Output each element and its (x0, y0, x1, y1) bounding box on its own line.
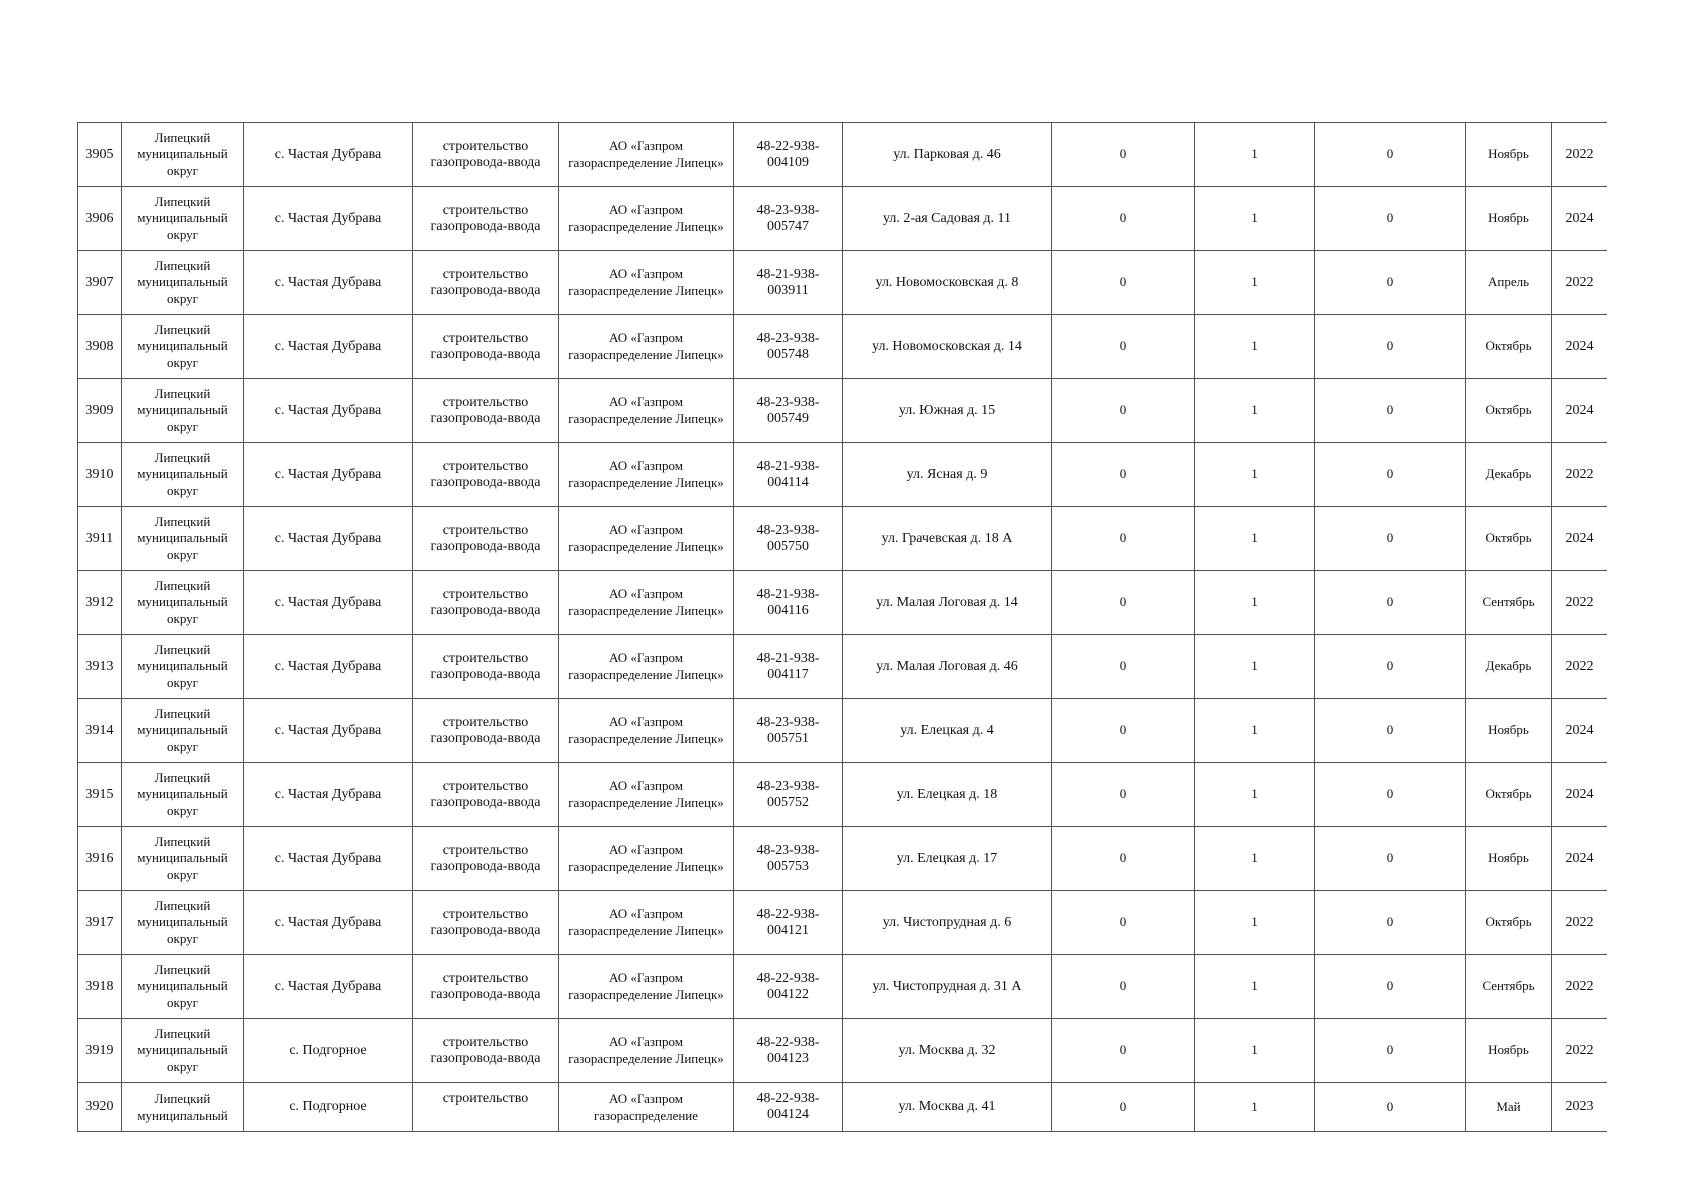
year-cell: 2022 (1552, 251, 1608, 315)
count-cell-3: 0 (1315, 443, 1466, 507)
count-cell-2: 1 (1195, 187, 1315, 251)
table-row (78, 1019, 1608, 1083)
count-cell-1: 0 (1052, 827, 1195, 891)
year-cell: 2024 (1552, 507, 1608, 571)
settlement-cell: с. Частая Дубрава (244, 251, 413, 315)
table-row (78, 1083, 1608, 1132)
work-type-cell: строительство газопровода-ввода (413, 571, 559, 635)
address-cell: ул. Елецкая д. 17 (843, 827, 1052, 891)
document-page (77, 122, 1607, 1150)
row-number: 3920 (78, 1083, 122, 1132)
object-code-cell: 48-23-938-005752 (734, 763, 843, 827)
count-cell-1: 0 (1052, 891, 1195, 955)
count-cell-3: 0 (1315, 891, 1466, 955)
count-cell-2: 1 (1195, 123, 1315, 187)
count-cell-3: 0 (1315, 187, 1466, 251)
settlement-cell: с. Частая Дубрава (244, 123, 413, 187)
count-cell-3: 0 (1315, 315, 1466, 379)
row-number: 3906 (78, 187, 122, 251)
object-code-cell: 48-21-938-004117 (734, 635, 843, 699)
work-type-cell: строительство газопровода-ввода (413, 507, 559, 571)
year-cell: 2022 (1552, 635, 1608, 699)
row-number: 3918 (78, 955, 122, 1019)
month-cell: Май (1466, 1083, 1552, 1132)
address-cell: ул. Новомосковская д. 8 (843, 251, 1052, 315)
month-cell: Октябрь (1466, 379, 1552, 443)
object-code-cell: 48-22-938-004109 (734, 123, 843, 187)
work-type-cell: строительство газопровода-ввода (413, 379, 559, 443)
month-cell: Ноябрь (1466, 699, 1552, 763)
organization-cell: АО «Газпром газораспределение Липецк» (559, 315, 734, 379)
table-row (78, 251, 1608, 315)
count-cell-2: 1 (1195, 379, 1315, 443)
district-cell: Липецкий муниципальный округ (122, 379, 244, 443)
district-cell: Липецкий муниципальный округ (122, 251, 244, 315)
work-type-cell: строительство газопровода-ввода (413, 443, 559, 507)
table-row (78, 123, 1608, 187)
row-number: 3917 (78, 891, 122, 955)
settlement-cell: с. Частая Дубрава (244, 763, 413, 827)
count-cell-3: 0 (1315, 123, 1466, 187)
count-cell-2: 1 (1195, 1083, 1315, 1132)
district-cell: Липецкий муниципальный округ (122, 891, 244, 955)
count-cell-2: 1 (1195, 251, 1315, 315)
count-cell-3: 0 (1315, 379, 1466, 443)
count-cell-2: 1 (1195, 955, 1315, 1019)
object-code-cell: 48-22-938-004123 (734, 1019, 843, 1083)
object-code-cell: 48-23-938-005753 (734, 827, 843, 891)
table-row (78, 507, 1608, 571)
address-cell: ул. Новомосковская д. 14 (843, 315, 1052, 379)
district-cell: Липецкий муниципальный округ (122, 187, 244, 251)
count-cell-1: 0 (1052, 507, 1195, 571)
organization-cell: АО «Газпром газораспределение Липецк» (559, 827, 734, 891)
count-cell-1: 0 (1052, 443, 1195, 507)
organization-cell: АО «Газпром газораспределение (559, 1083, 734, 1132)
work-type-cell: строительство газопровода-ввода (413, 635, 559, 699)
work-type-cell: строительство газопровода-ввода (413, 827, 559, 891)
settlement-cell: с. Частая Дубрава (244, 187, 413, 251)
object-code-cell: 48-23-938-005748 (734, 315, 843, 379)
count-cell-3: 0 (1315, 251, 1466, 315)
organization-cell: АО «Газпром газораспределение Липецк» (559, 1019, 734, 1083)
count-cell-1: 0 (1052, 187, 1195, 251)
district-cell: Липецкий муниципальный (122, 1083, 244, 1132)
month-cell: Октябрь (1466, 763, 1552, 827)
year-cell: 2024 (1552, 379, 1608, 443)
settlement-cell: с. Частая Дубрава (244, 699, 413, 763)
gas-connection-table (77, 122, 1607, 1132)
year-cell: 2022 (1552, 1019, 1608, 1083)
table-row (78, 443, 1608, 507)
table-row (78, 635, 1608, 699)
object-code-cell: 48-22-938-004122 (734, 955, 843, 1019)
count-cell-3: 0 (1315, 507, 1466, 571)
year-cell: 2024 (1552, 763, 1608, 827)
year-cell: 2024 (1552, 315, 1608, 379)
count-cell-2: 1 (1195, 315, 1315, 379)
organization-cell: АО «Газпром газораспределение Липецк» (559, 379, 734, 443)
count-cell-3: 0 (1315, 1019, 1466, 1083)
organization-cell: АО «Газпром газораспределение Липецк» (559, 763, 734, 827)
settlement-cell: с. Частая Дубрава (244, 507, 413, 571)
work-type-cell: строительство газопровода-ввода (413, 891, 559, 955)
table-row (78, 187, 1608, 251)
count-cell-1: 0 (1052, 251, 1195, 315)
district-cell: Липецкий муниципальный округ (122, 827, 244, 891)
work-type-cell: строительство (413, 1083, 559, 1132)
organization-cell: АО «Газпром газораспределение Липецк» (559, 635, 734, 699)
count-cell-2: 1 (1195, 1019, 1315, 1083)
count-cell-3: 0 (1315, 955, 1466, 1019)
address-cell: ул. 2-ая Садовая д. 11 (843, 187, 1052, 251)
count-cell-1: 0 (1052, 1019, 1195, 1083)
table-row (78, 571, 1608, 635)
work-type-cell: строительство газопровода-ввода (413, 955, 559, 1019)
table-body (78, 123, 1608, 1132)
district-cell: Липецкий муниципальный округ (122, 1019, 244, 1083)
settlement-cell: с. Частая Дубрава (244, 379, 413, 443)
object-code-cell: 48-21-938-004114 (734, 443, 843, 507)
work-type-cell: строительство газопровода-ввода (413, 699, 559, 763)
count-cell-3: 0 (1315, 827, 1466, 891)
row-number: 3912 (78, 571, 122, 635)
object-code-cell: 48-21-938-004116 (734, 571, 843, 635)
organization-cell: АО «Газпром газораспределение Липецк» (559, 123, 734, 187)
table-row (78, 891, 1608, 955)
organization-cell: АО «Газпром газораспределение Липецк» (559, 699, 734, 763)
table-row (78, 763, 1608, 827)
month-cell: Октябрь (1466, 507, 1552, 571)
object-code-cell: 48-23-938-005750 (734, 507, 843, 571)
count-cell-1: 0 (1052, 1083, 1195, 1132)
address-cell: ул. Малая Логовая д. 46 (843, 635, 1052, 699)
month-cell: Декабрь (1466, 635, 1552, 699)
settlement-cell: с. Подгорное (244, 1019, 413, 1083)
address-cell: ул. Южная д. 15 (843, 379, 1052, 443)
count-cell-3: 0 (1315, 635, 1466, 699)
month-cell: Ноябрь (1466, 123, 1552, 187)
count-cell-1: 0 (1052, 763, 1195, 827)
address-cell: ул. Парковая д. 46 (843, 123, 1052, 187)
object-code-cell: 48-22-938-004124 (734, 1083, 843, 1132)
count-cell-2: 1 (1195, 891, 1315, 955)
year-cell: 2022 (1552, 443, 1608, 507)
object-code-cell: 48-21-938-003911 (734, 251, 843, 315)
object-code-cell: 48-23-938-005747 (734, 187, 843, 251)
district-cell: Липецкий муниципальный округ (122, 507, 244, 571)
month-cell: Ноябрь (1466, 187, 1552, 251)
row-number: 3910 (78, 443, 122, 507)
district-cell: Липецкий муниципальный округ (122, 123, 244, 187)
table-row (78, 699, 1608, 763)
organization-cell: АО «Газпром газораспределение Липецк» (559, 955, 734, 1019)
district-cell: Липецкий муниципальный округ (122, 571, 244, 635)
address-cell: ул. Чистопрудная д. 6 (843, 891, 1052, 955)
year-cell: 2022 (1552, 891, 1608, 955)
district-cell: Липецкий муниципальный округ (122, 955, 244, 1019)
month-cell: Октябрь (1466, 315, 1552, 379)
month-cell: Апрель (1466, 251, 1552, 315)
district-cell: Липецкий муниципальный округ (122, 315, 244, 379)
district-cell: Липецкий муниципальный округ (122, 699, 244, 763)
settlement-cell: с. Частая Дубрава (244, 443, 413, 507)
year-cell: 2022 (1552, 571, 1608, 635)
count-cell-2: 1 (1195, 827, 1315, 891)
count-cell-1: 0 (1052, 571, 1195, 635)
month-cell: Ноябрь (1466, 1019, 1552, 1083)
year-cell: 2023 (1552, 1083, 1608, 1132)
work-type-cell: строительство газопровода-ввода (413, 251, 559, 315)
organization-cell: АО «Газпром газораспределение Липецк» (559, 507, 734, 571)
settlement-cell: с. Частая Дубрава (244, 955, 413, 1019)
address-cell: ул. Грачевская д. 18 А (843, 507, 1052, 571)
row-number: 3907 (78, 251, 122, 315)
organization-cell: АО «Газпром газораспределение Липецк» (559, 891, 734, 955)
row-number: 3905 (78, 123, 122, 187)
row-number: 3908 (78, 315, 122, 379)
object-code-cell: 48-23-938-005749 (734, 379, 843, 443)
year-cell: 2024 (1552, 699, 1608, 763)
row-number: 3916 (78, 827, 122, 891)
settlement-cell: с. Подгорное (244, 1083, 413, 1132)
year-cell: 2022 (1552, 955, 1608, 1019)
settlement-cell: с. Частая Дубрава (244, 635, 413, 699)
month-cell: Сентябрь (1466, 571, 1552, 635)
count-cell-2: 1 (1195, 635, 1315, 699)
work-type-cell: строительство газопровода-ввода (413, 763, 559, 827)
organization-cell: АО «Газпром газораспределение Липецк» (559, 187, 734, 251)
month-cell: Сентябрь (1466, 955, 1552, 1019)
count-cell-2: 1 (1195, 763, 1315, 827)
organization-cell: АО «Газпром газораспределение Липецк» (559, 251, 734, 315)
count-cell-2: 1 (1195, 507, 1315, 571)
table-row (78, 955, 1608, 1019)
month-cell: Декабрь (1466, 443, 1552, 507)
address-cell: ул. Малая Логовая д. 14 (843, 571, 1052, 635)
district-cell: Липецкий муниципальный округ (122, 635, 244, 699)
count-cell-1: 0 (1052, 955, 1195, 1019)
count-cell-3: 0 (1315, 571, 1466, 635)
work-type-cell: строительство газопровода-ввода (413, 315, 559, 379)
address-cell: ул. Чистопрудная д. 31 А (843, 955, 1052, 1019)
row-number: 3919 (78, 1019, 122, 1083)
row-number: 3909 (78, 379, 122, 443)
work-type-cell: строительство газопровода-ввода (413, 1019, 559, 1083)
year-cell: 2022 (1552, 123, 1608, 187)
count-cell-3: 0 (1315, 763, 1466, 827)
count-cell-1: 0 (1052, 315, 1195, 379)
object-code-cell: 48-22-938-004121 (734, 891, 843, 955)
table-row (78, 379, 1608, 443)
address-cell: ул. Ясная д. 9 (843, 443, 1052, 507)
address-cell: ул. Елецкая д. 18 (843, 763, 1052, 827)
table-row (78, 827, 1608, 891)
object-code-cell: 48-23-938-005751 (734, 699, 843, 763)
row-number: 3914 (78, 699, 122, 763)
settlement-cell: с. Частая Дубрава (244, 315, 413, 379)
row-number: 3915 (78, 763, 122, 827)
count-cell-3: 0 (1315, 1083, 1466, 1132)
count-cell-2: 1 (1195, 571, 1315, 635)
count-cell-2: 1 (1195, 443, 1315, 507)
organization-cell: АО «Газпром газораспределение Липецк» (559, 571, 734, 635)
address-cell: ул. Москва д. 41 (843, 1083, 1052, 1132)
table-row (78, 315, 1608, 379)
row-number: 3911 (78, 507, 122, 571)
organization-cell: АО «Газпром газораспределение Липецк» (559, 443, 734, 507)
month-cell: Октябрь (1466, 891, 1552, 955)
address-cell: ул. Москва д. 32 (843, 1019, 1052, 1083)
work-type-cell: строительство газопровода-ввода (413, 123, 559, 187)
count-cell-1: 0 (1052, 635, 1195, 699)
month-cell: Ноябрь (1466, 827, 1552, 891)
settlement-cell: с. Частая Дубрава (244, 571, 413, 635)
settlement-cell: с. Частая Дубрава (244, 827, 413, 891)
year-cell: 2024 (1552, 827, 1608, 891)
address-cell: ул. Елецкая д. 4 (843, 699, 1052, 763)
count-cell-1: 0 (1052, 379, 1195, 443)
work-type-cell: строительство газопровода-ввода (413, 187, 559, 251)
district-cell: Липецкий муниципальный округ (122, 443, 244, 507)
district-cell: Липецкий муниципальный округ (122, 763, 244, 827)
row-number: 3913 (78, 635, 122, 699)
settlement-cell: с. Частая Дубрава (244, 891, 413, 955)
year-cell: 2024 (1552, 187, 1608, 251)
count-cell-1: 0 (1052, 699, 1195, 763)
count-cell-2: 1 (1195, 699, 1315, 763)
count-cell-3: 0 (1315, 699, 1466, 763)
count-cell-1: 0 (1052, 123, 1195, 187)
